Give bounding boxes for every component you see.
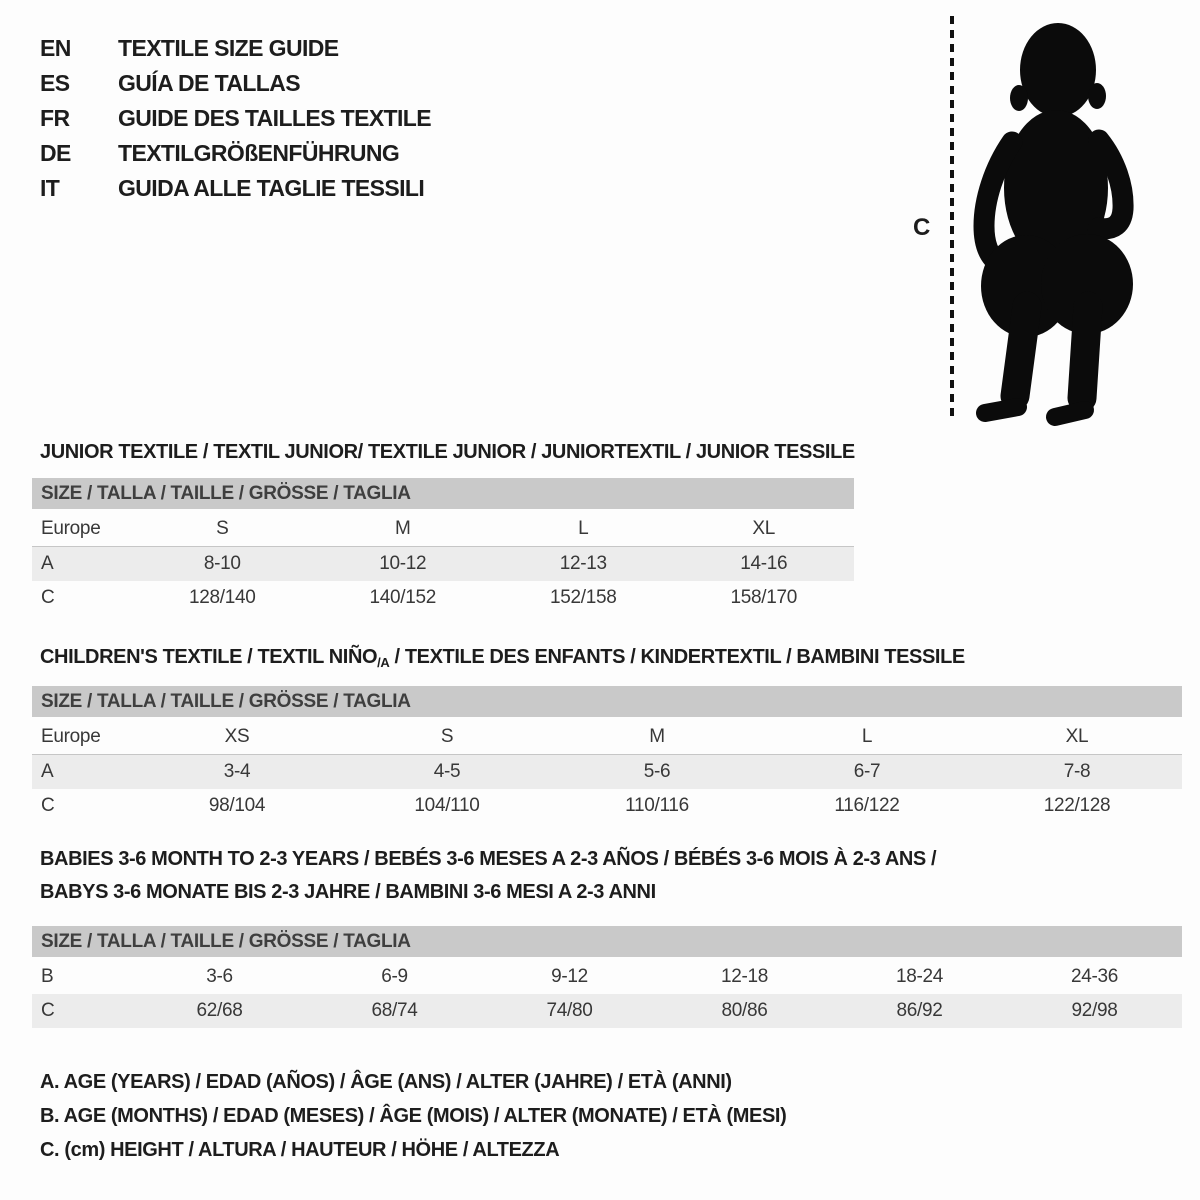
babies-section-title: [40, 843, 936, 909]
language-code: DE: [40, 140, 71, 166]
value-cell: 104/110: [414, 795, 480, 816]
row-label: C: [41, 587, 55, 608]
value-cell: 158/170: [730, 587, 798, 608]
value-cell: 128/140: [188, 587, 256, 608]
language-row-en: [40, 31, 431, 66]
value-cell: 9-12: [551, 966, 588, 987]
value-cell: 98/104: [208, 795, 266, 816]
toddler-silhouette-icon: [895, 8, 1200, 428]
value-cell: 6-7: [853, 761, 881, 782]
value-cell: 14-16: [740, 553, 788, 574]
value-cell: 7-8: [1063, 761, 1091, 782]
value-cell: 10-12: [379, 553, 427, 574]
language-title: GUÍA DE TALLAS: [118, 70, 300, 96]
value-cell: 68/74: [371, 1000, 418, 1021]
size-header-bar: SIZE / TALLA / TAILLE / GRÖSSE / TAGLIA: [32, 686, 1182, 717]
language-row-es: [40, 66, 431, 101]
value-cell: 152/158: [549, 587, 617, 608]
value-cell: 122/128: [1043, 795, 1111, 816]
language-row-de: [40, 136, 431, 171]
toddler-silhouette-shapes: [981, 23, 1133, 417]
value-cell: 6-9: [381, 966, 408, 987]
size-col-label: XS: [224, 726, 250, 747]
junior-columns-row: [32, 512, 854, 547]
value-cell: 116/122: [834, 795, 900, 816]
babies-title-line1: BABIES 3-6 MONTH TO 2-3 YEARS / BEBÉS 3-6 MESES A 2-3 AÑOS / BÉBÉS 3-6 MOIS À 2-3 ANS /: [40, 848, 937, 870]
babies-title-line2: BABYS 3-6 MONATE BIS 2-3 JAHRE / BAMBINI 3-6 MESI A 2-3 ANNI: [40, 881, 656, 903]
value-cell: 12-18: [720, 966, 769, 987]
junior-row-c: [32, 581, 854, 615]
value-cell: 18-24: [895, 966, 944, 987]
children-columns-row: [32, 720, 1182, 755]
language-code: EN: [40, 35, 71, 61]
size-col-label: XL: [752, 518, 776, 539]
children-title-rest: / TEXTILE DES ENFANTS / KINDERTEXTIL / BAMBINI TESSILE: [389, 646, 965, 668]
size-col-label: S: [440, 726, 454, 747]
height-measure-label: C: [913, 214, 931, 241]
junior-row-a: [32, 547, 854, 581]
size-col-label: M: [394, 518, 411, 539]
value-cell: 86/92: [896, 1000, 943, 1021]
children-section-title: [40, 641, 965, 679]
row-label: A: [41, 761, 54, 782]
size-col-label: M: [649, 726, 665, 747]
language-row-it: [40, 171, 431, 206]
babies-size-table: [32, 926, 1182, 1028]
value-cell: 8-10: [203, 553, 241, 574]
legend-line-a: A. AGE (YEARS) / EDAD (AÑOS) / ÂGE (ANS) / ALTER (JAHRE) / ETÀ (ANNI): [40, 1071, 732, 1093]
legend-line-b: B. AGE (MONTHS) / EDAD (MESES) / ÂGE (MOIS) / ALTER (MONATE) / ETÀ (MESI): [40, 1105, 787, 1127]
region-label: Europe: [41, 726, 101, 747]
babies-row-b: [32, 960, 1182, 994]
children-title-subscript: /A: [377, 655, 390, 670]
value-cell: 140/152: [369, 587, 437, 608]
measure-legend: [40, 1071, 786, 1173]
language-title: TEXTILGRÖßENFÜHRUNG: [118, 140, 400, 166]
value-cell: 3-4: [223, 761, 251, 782]
row-label: C: [41, 795, 55, 816]
language-title-list: [40, 31, 431, 206]
value-cell: 4-5: [433, 761, 461, 782]
value-cell: 110/116: [625, 795, 689, 816]
language-code: ES: [40, 70, 70, 96]
value-cell: 80/86: [721, 1000, 768, 1021]
row-label: B: [41, 966, 54, 987]
junior-size-table: [32, 478, 854, 615]
height-figure: [895, 8, 1200, 428]
children-title-main: CHILDREN'S TEXTILE / TEXTIL NIÑO: [40, 646, 378, 668]
size-col-label: L: [861, 726, 873, 747]
babies-row-c: [32, 994, 1182, 1028]
value-cell: 3-6: [206, 966, 233, 987]
region-label: Europe: [41, 518, 101, 539]
size-col-label: L: [578, 518, 589, 539]
children-row-a: [32, 755, 1182, 789]
size-col-label: XL: [1065, 726, 1089, 747]
value-cell: 92/98: [1071, 1000, 1118, 1021]
children-size-table: [32, 686, 1182, 823]
children-row-c: [32, 789, 1182, 823]
junior-section-title: JUNIOR TEXTILE / TEXTIL JUNIOR/ TEXTILE JUNIOR / JUNIORTEXTIL / JUNIOR TESSILE: [40, 441, 855, 463]
legend-line-c: C. (cm) HEIGHT / ALTURA / HAUTEUR / HÖHE / ALTEZZA: [40, 1139, 560, 1161]
row-label: C: [41, 1000, 55, 1021]
value-cell: 74/80: [546, 1000, 593, 1021]
language-title: TEXTILE SIZE GUIDE: [118, 35, 339, 61]
language-title: GUIDE DES TAILLES TEXTILE: [118, 105, 431, 131]
language-title: GUIDA ALLE TAGLIE TESSILI: [118, 175, 425, 201]
row-label: A: [41, 553, 54, 574]
language-row-fr: [40, 101, 431, 136]
value-cell: 12-13: [559, 553, 607, 574]
value-cell: 24-36: [1070, 966, 1119, 987]
value-cell: 5-6: [643, 761, 671, 782]
size-header-bar: SIZE / TALLA / TAILLE / GRÖSSE / TAGLIA: [32, 926, 1182, 957]
size-col-label: S: [216, 518, 229, 539]
language-code: FR: [40, 105, 70, 131]
value-cell: 62/68: [196, 1000, 243, 1021]
language-code: IT: [40, 175, 60, 201]
size-header-bar: SIZE / TALLA / TAILLE / GRÖSSE / TAGLIA: [32, 478, 854, 509]
